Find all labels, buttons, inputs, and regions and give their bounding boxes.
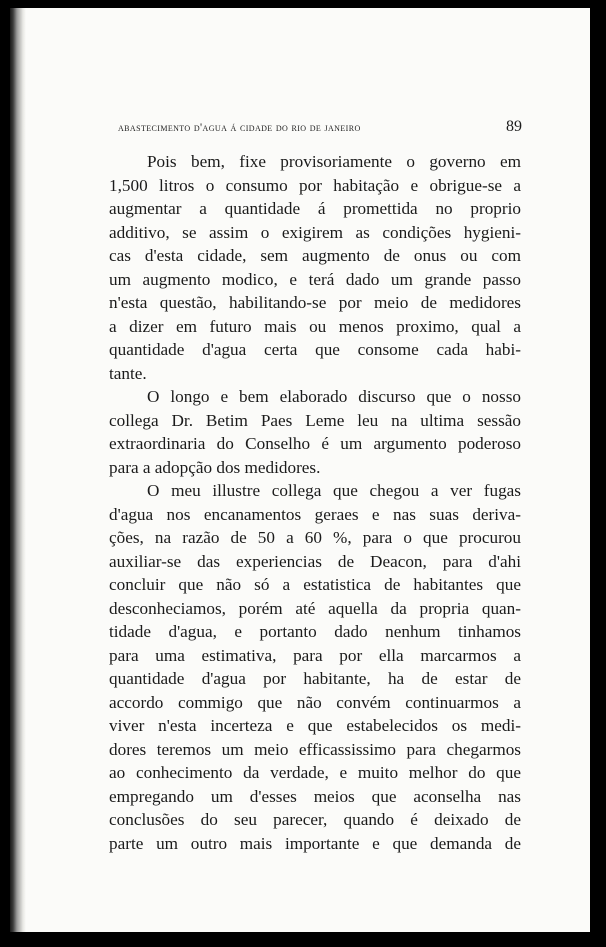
text-line: cas d'esta cidade, sem augmento de onus ou com xyxy=(109,246,521,265)
page-number: 89 xyxy=(506,118,522,135)
text-line: dores teremos um meio efficassissimo para chegarmos xyxy=(109,739,521,759)
scanned-binding-edge xyxy=(10,8,26,932)
text-line: auxiliar-se das experiencias de Deacon, para d'ahi xyxy=(109,551,521,571)
text-line: 1,500 litros o consumo por habitação e obrigue-se a xyxy=(109,175,521,195)
text-line: O longo e bem elaborado discurso que o nosso xyxy=(147,387,521,406)
text-line: quantidade d'agua certa que consome cada habi- xyxy=(109,340,521,359)
text-line: parte um outro mais importante e que demanda de xyxy=(109,833,521,853)
text-line: concluir que não só a estatistica de habitantes que xyxy=(109,575,521,594)
text-line: tante. xyxy=(109,363,147,383)
running-title: abastecimento d'agua á cidade do rio de janeiro xyxy=(118,122,361,134)
text-line: conclusões do seu parecer, quando é deixado de xyxy=(109,810,521,829)
text-line: empregando um d'esses meios que aconselha nas xyxy=(109,786,521,806)
paragraph xyxy=(109,385,521,479)
text-line: a dizer em futuro mais ou menos proximo, qual a xyxy=(109,316,521,336)
text-line: accordo commigo que não convém continuarmos a xyxy=(109,692,521,712)
paragraph xyxy=(109,479,521,855)
text-line: desconheciamos, porém até aquella da propria quan- xyxy=(109,598,521,618)
paragraph xyxy=(109,150,521,385)
text-line: additivo, se assim o exigirem as condições hygieni- xyxy=(109,222,521,242)
text-line: O meu illustre collega que chegou a ver fugas xyxy=(147,481,521,500)
text-line: para a adopção dos medidores. xyxy=(109,457,321,477)
text-line: extraordinaria do Conselho é um argumento poderoso xyxy=(109,434,521,453)
body-text xyxy=(109,150,521,855)
text-line: um augmento modico, e terá dado um grande passo xyxy=(109,269,521,289)
text-line: tidade d'agua, e portanto dado nenhum tinhamos xyxy=(109,622,521,641)
page-header xyxy=(118,118,522,136)
text-line: viver n'esta incerteza e que estabelecidos os medi- xyxy=(109,716,521,735)
text-line: d'agua nos encanamentos geraes e nas suas deriva- xyxy=(109,504,521,524)
text-line: ções, na razão de 50 a 60 %, para o que procurou xyxy=(109,528,521,547)
text-line: ao conhecimento da verdade, e muito melhor do que xyxy=(109,763,521,782)
text-line: para uma estimativa, para por ella marcarmos a xyxy=(109,645,521,665)
book-page xyxy=(10,8,590,932)
text-line: n'esta questão, habilitando-se por meio de medidores xyxy=(109,293,521,312)
text-line: quantidade d'agua por habitante, ha de estar de xyxy=(109,669,521,688)
text-line: collega Dr. Betim Paes Leme leu na ultima sessão xyxy=(109,410,521,430)
text-line: Pois bem, fixe provisoriamente o governo em xyxy=(147,152,521,171)
text-line: augmentar a quantidade á promettida no proprio xyxy=(109,199,521,218)
